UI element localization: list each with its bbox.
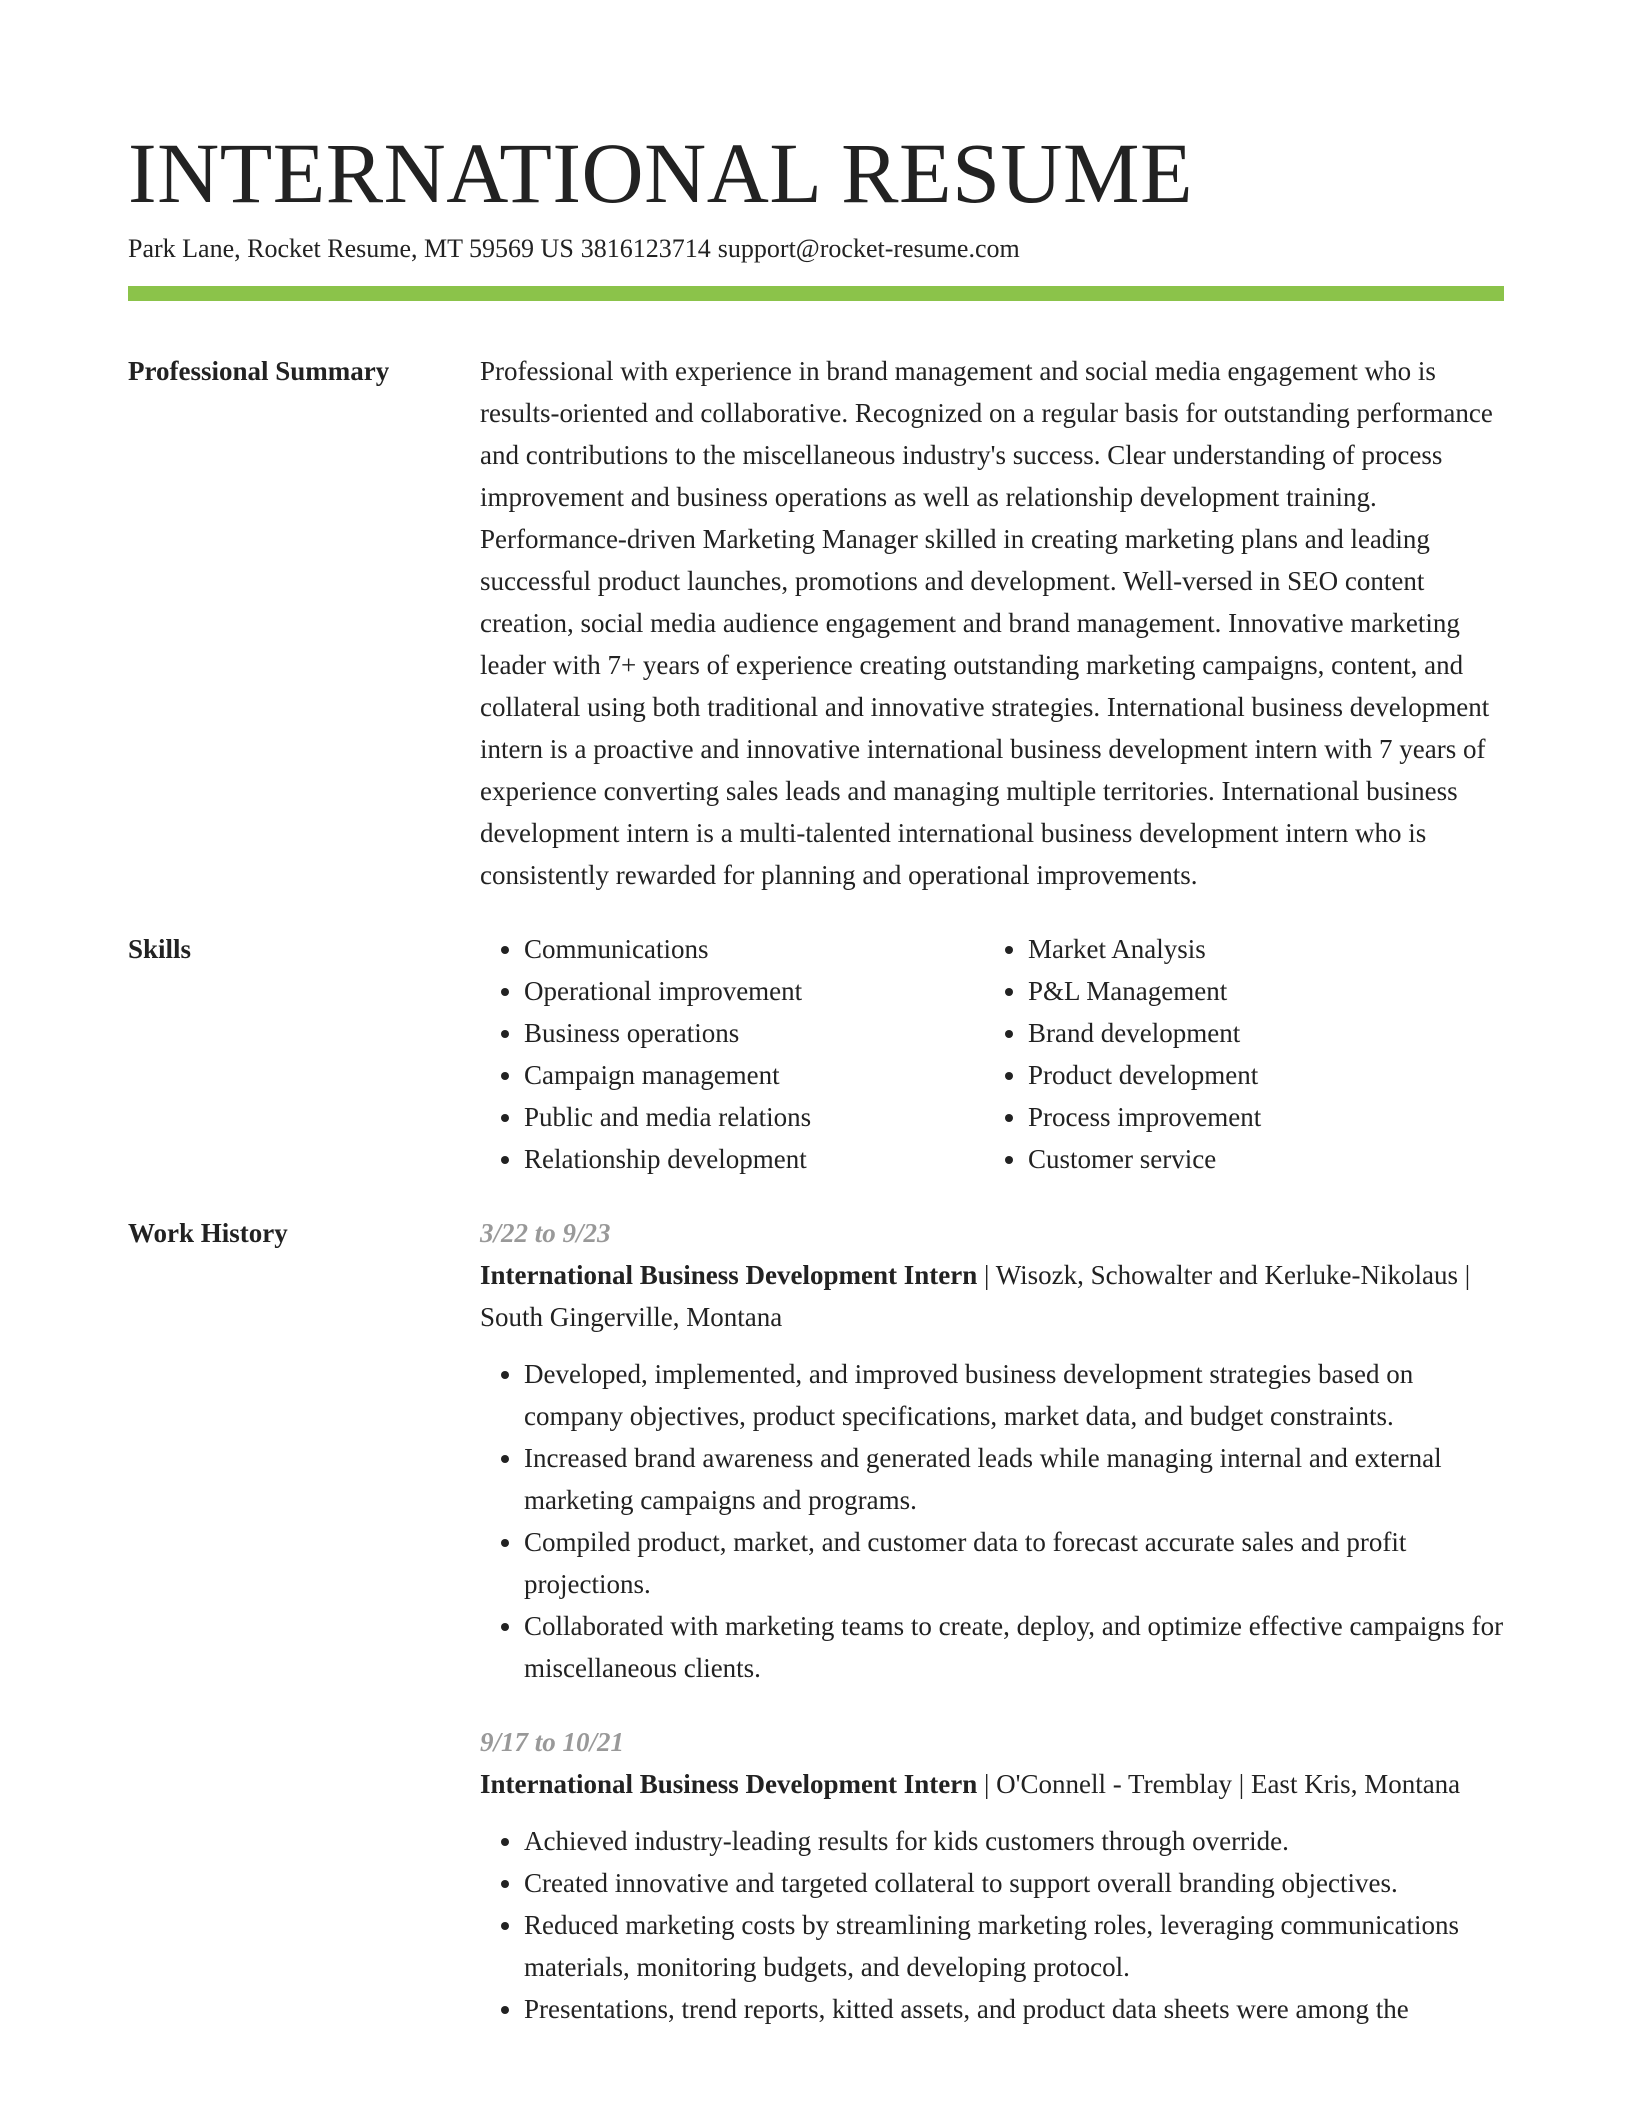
skill-item: • Operational improvement	[524, 970, 984, 1012]
job-bullets	[480, 1820, 1504, 2030]
job-bullet: • Developed, implemented, and improved business development strategies based on company objectives, product specifications, market data, and budget constraints.	[524, 1353, 1504, 1437]
header-divider	[128, 286, 1504, 301]
section-work-history	[128, 1212, 1504, 2030]
section-skills	[128, 928, 1504, 1180]
work-body	[480, 1212, 1504, 2030]
skill-item: • Customer service	[1028, 1138, 1488, 1180]
section-label-summary: Professional Summary	[128, 356, 390, 386]
skill-item: • Process improvement	[1028, 1096, 1488, 1138]
contact-email: support@rocket-resume.com	[717, 234, 1020, 263]
job-dates: 3/22 to 9/23	[480, 1218, 611, 1248]
job-bullet: • Increased brand awareness and generated leads while managing internal and external marketing campaigns and programs.	[524, 1437, 1504, 1521]
job-details: | Wisozk, Schowalter and Kerluke-Nikolaus | South Gingerville, Montana	[480, 1260, 1471, 1332]
skill-item: • P&L Management	[1028, 970, 1488, 1012]
job-entry	[480, 1721, 1504, 2030]
skill-item: • Campaign management	[524, 1054, 984, 1096]
skills-column-2	[984, 928, 1488, 1180]
job-title: International Business Development Intern	[480, 1769, 978, 1799]
section-label-skills: Skills	[128, 934, 192, 964]
section-summary	[128, 350, 1504, 896]
job-heading	[480, 1763, 1504, 1805]
job-bullet: • Compiled product, market, and customer data to forecast accurate sales and profit projections.	[524, 1521, 1504, 1605]
job-entry	[480, 1212, 1504, 1689]
job-bullets	[480, 1353, 1504, 1689]
job-bullet: • Presentations, trend reports, kitted assets, and product data sheets were among the	[524, 1988, 1504, 2030]
job-details: | O'Connell - Tremblay | East Kris, Montana	[977, 1769, 1461, 1799]
contact-address: Park Lane, Rocket Resume, MT 59569 US	[128, 234, 574, 263]
summary-body	[480, 350, 1504, 896]
summary-text: Professional with experience in brand management and social media engagement who is results-oriented and collaborative. Recognized on a regular basis for outstanding performance and contributions to the miscellaneous industry's success. Clear understanding of process improvement and business operations as well as relationship development training. Performance-driven Marketing Manager skilled in creating marketing plans and leading successful product launches, promotions and development. Well-versed in SEO content creation, social media audience engagement and brand management. Innovative marketing leader with 7+ years of experience creating outstanding marketing campaigns, content, and collateral using both traditional and innovative strategies. International business development intern is a proactive and innovative international business development intern with 7 years of experience converting sales leads and managing multiple territories. International business development intern is a multi-talented international business development intern who is consistently rewarded for planning and operational improvements.	[480, 356, 1493, 890]
job-bullet: • Reduced marketing costs by streamlining marketing roles, leveraging communications materials, monitoring budgets, and developing protocol.	[524, 1904, 1504, 1988]
resume-name: INTERNATIONAL RESUME	[128, 125, 1194, 221]
skill-item: • Market Analysis	[1028, 928, 1488, 970]
job-heading	[480, 1254, 1504, 1338]
skill-item: • Brand development	[1028, 1012, 1488, 1054]
skill-item: • Business operations	[524, 1012, 984, 1054]
skills-body	[480, 928, 1504, 1180]
section-label-work-history: Work History	[128, 1218, 288, 1248]
skills-column-1	[480, 928, 984, 1180]
resume-sections	[128, 350, 1504, 2030]
skill-item: • Relationship development	[524, 1138, 984, 1180]
skill-item: • Public and media relations	[524, 1096, 984, 1138]
contact-phone: 3816123714	[580, 234, 711, 263]
job-dates: 9/17 to 10/21	[480, 1727, 625, 1757]
job-bullet: • Collaborated with marketing teams to create, deploy, and optimize effective campaigns for miscellaneous clients.	[524, 1605, 1504, 1689]
skill-item: • Communications	[524, 928, 984, 970]
skill-item: • Product development	[1028, 1054, 1488, 1096]
job-title: International Business Development Intern	[480, 1260, 978, 1290]
job-bullet: • Achieved industry-leading results for kids customers through override.	[524, 1820, 1504, 1862]
job-bullet: • Created innovative and targeted collateral to support overall branding objectives.	[524, 1862, 1504, 1904]
contact-line	[128, 232, 1020, 266]
